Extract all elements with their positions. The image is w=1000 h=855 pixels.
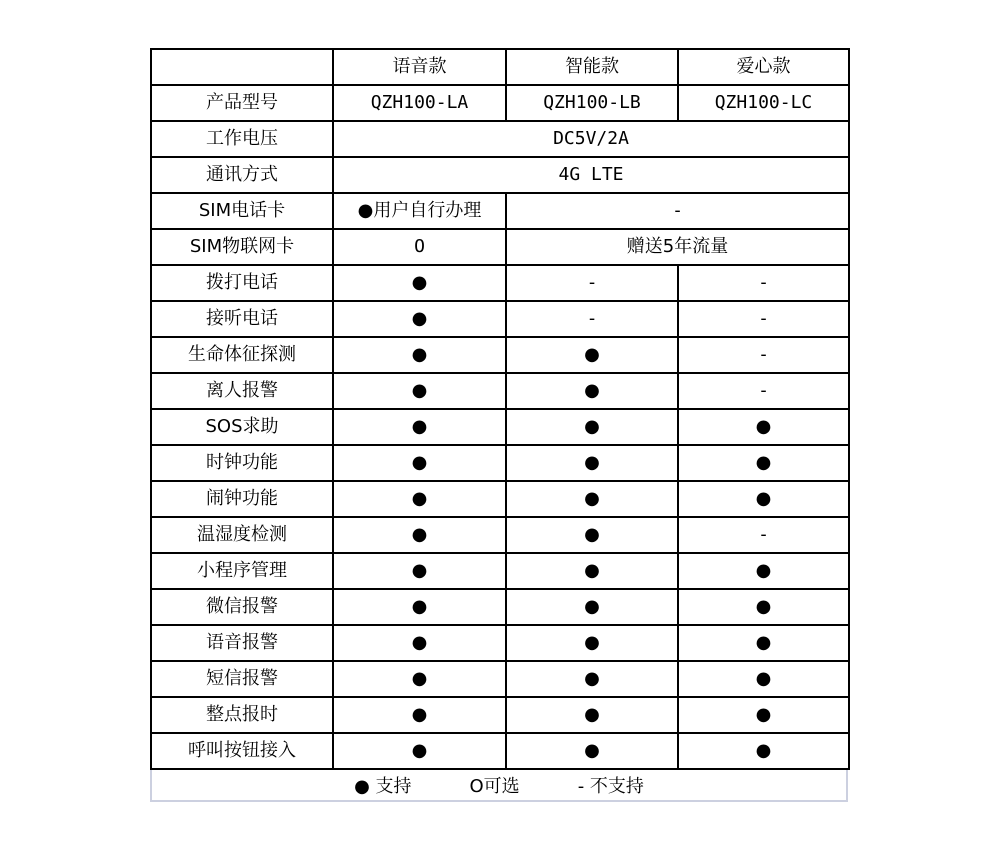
cell-value: - [506,265,678,301]
cell-value: ● [333,481,506,517]
row-label: SIM电话卡 [151,193,333,229]
row-label: 工作电压 [151,121,333,157]
cell-value: ●用户自行办理 [333,193,506,229]
table-row [151,733,849,769]
cell-value: - [506,301,678,337]
cell-value: ● [678,553,849,589]
row-label: 短信报警 [151,661,333,697]
row-label: 小程序管理 [151,553,333,589]
table-row [151,697,849,733]
table-row [151,229,849,265]
table-row [151,625,849,661]
cell-value: ● [333,661,506,697]
table-row [151,85,849,121]
column-header: 爱心款 [678,49,849,85]
row-label: 温湿度检测 [151,517,333,553]
cell-value: - [678,265,849,301]
spec-table-container [150,48,848,802]
row-label: 时钟功能 [151,445,333,481]
table-row [151,661,849,697]
row-label: 整点报时 [151,697,333,733]
legend [150,770,848,802]
cell-value: ● [333,265,506,301]
corner-cell [151,49,333,85]
table-row [151,445,849,481]
cell-value: ● [333,409,506,445]
cell-value: ● [506,337,678,373]
cell-value: ● [506,445,678,481]
row-label: 语音报警 [151,625,333,661]
cell-value: ● [506,733,678,769]
row-label: 接听电话 [151,301,333,337]
cell-value: - [506,193,849,229]
table-row [151,265,849,301]
cell-value: O [333,229,506,265]
cell-value: ● [333,373,506,409]
legend-unsupported: - 不支持 [577,776,644,797]
cell-value: ● [333,517,506,553]
cell-value: 4G LTE [333,157,849,193]
table-row [151,373,849,409]
cell-value: ● [506,661,678,697]
cell-value: ● [506,553,678,589]
cell-value: ● [333,589,506,625]
cell-value: ● [678,481,849,517]
cell-value: ● [333,445,506,481]
cell-value: - [678,373,849,409]
header-row [151,49,849,85]
column-header: 语音款 [333,49,506,85]
cell-value: QZH100-LA [333,85,506,121]
row-label: 闹钟功能 [151,481,333,517]
row-label: SIM物联网卡 [151,229,333,265]
cell-value: ● [678,589,849,625]
cell-value: ● [333,733,506,769]
table-row [151,157,849,193]
table-row [151,121,849,157]
cell-value: ● [506,589,678,625]
cell-value: ● [506,517,678,553]
cell-value: - [678,301,849,337]
cell-value: ● [333,301,506,337]
cell-value: DC5V/2A [333,121,849,157]
table-row [151,589,849,625]
table-row [151,337,849,373]
cell-value: ● [678,625,849,661]
spec-table [150,48,850,770]
table-row [151,409,849,445]
table-row [151,553,849,589]
cell-value: QZH100-LC [678,85,849,121]
row-label: 拨打电话 [151,265,333,301]
table-row [151,517,849,553]
cell-value: ● [333,625,506,661]
column-header: 智能款 [506,49,678,85]
cell-value: ● [678,409,849,445]
cell-value: ● [506,481,678,517]
table-row [151,193,849,229]
row-label: 微信报警 [151,589,333,625]
cell-value: ● [506,409,678,445]
row-label: 生命体征探测 [151,337,333,373]
cell-value: ● [506,625,678,661]
row-label: 离人报警 [151,373,333,409]
table-row [151,481,849,517]
table-row [151,301,849,337]
cell-value: ● [678,697,849,733]
row-label: 产品型号 [151,85,333,121]
cell-value: ● [506,373,678,409]
cell-value: 赠送5年流量 [506,229,849,265]
legend-supported: ● 支持 [354,776,412,797]
cell-value: ● [678,661,849,697]
cell-value: - [678,337,849,373]
cell-value: ● [678,445,849,481]
row-label: 通讯方式 [151,157,333,193]
cell-value: ● [333,553,506,589]
cell-value: ● [678,733,849,769]
cell-value: ● [333,337,506,373]
legend-optional: O可选 [469,776,520,797]
cell-value: ● [506,697,678,733]
row-label: SOS求助 [151,409,333,445]
cell-value: - [678,517,849,553]
cell-value: ● [333,697,506,733]
cell-value: QZH100-LB [506,85,678,121]
row-label: 呼叫按钮接入 [151,733,333,769]
